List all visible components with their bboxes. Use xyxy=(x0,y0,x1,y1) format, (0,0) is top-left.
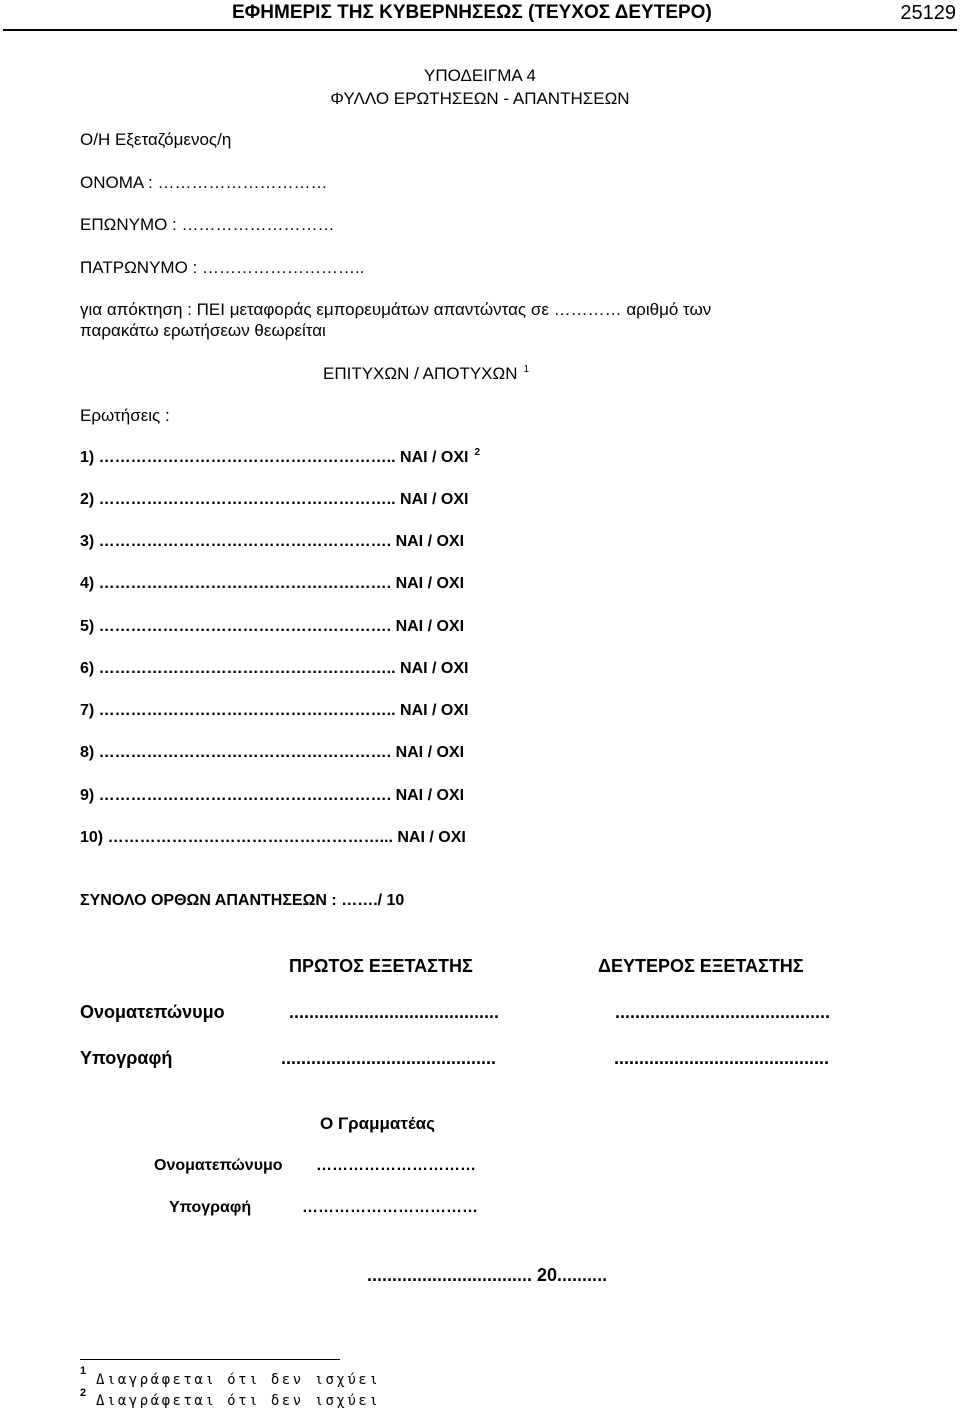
question-row xyxy=(80,449,480,467)
question-text: 1) ……………………………………………….. ΝΑΙ / ΟΧΙ xyxy=(80,449,469,466)
gazette-title: ΕΦΗΜΕΡΙΣ ΤΗΣ ΚΥΒΕΡΝΗΣΕΩΣ (ΤΕΥΧΟΣ ΔΕΥΤΕΡΟ) xyxy=(232,2,712,23)
examinee-father-name-field: ΠΑΤΡΩΝΥΜΟ : ……………………….. xyxy=(80,258,365,277)
first-examiner-name-field: .......................................... xyxy=(289,1002,500,1022)
first-examiner-signature-field: ........................................... xyxy=(281,1048,497,1068)
date-line: ................................. 20.......... xyxy=(367,1265,608,1285)
total-correct-answers: ΣΥΝΟΛΟ ΟΡΘΩΝ ΑΠΑΝΤΗΣΕΩΝ : ……./ 10 xyxy=(80,892,405,909)
second-examiner-heading: ΔΕΥΤΕΡΟΣ ΕΞΕΤΑΣΤΗΣ xyxy=(598,956,804,976)
secretary-name-field: ………………………… xyxy=(316,1157,476,1174)
footnote-number: 1 xyxy=(80,1365,87,1377)
header-divider xyxy=(3,29,957,31)
secretary-title: Ο Γραμματέας xyxy=(320,1114,435,1133)
question-row: 3) ………………………………………………. ΝΑΙ / ΟΧΙ xyxy=(80,533,465,550)
footnote-number: 2 xyxy=(80,1387,87,1399)
form-subheading: ΦΥΛΛΟ ΕΡΩΤΗΣΕΩΝ - ΑΠΑΝΤΗΣΕΩΝ xyxy=(330,89,630,108)
form-heading: ΥΠΟΔΕΙΓΜΑ 4 xyxy=(423,66,536,85)
question-row: 2) ……………………………………………….. ΝΑΙ / ΟΧΙ xyxy=(80,491,469,508)
examinee-name-field: ΟΝΟΜΑ : ………………………… xyxy=(80,173,328,192)
statement-line-2: παρακάτω ερωτήσεων θεωρείται xyxy=(80,321,326,340)
result-options xyxy=(323,364,529,384)
question-row: 8) ………………………………………………. ΝΑΙ / ΟΧΙ xyxy=(80,744,465,761)
footnote-ref-2: 2 xyxy=(474,447,481,458)
secretary-signature-field: …………………………… xyxy=(302,1199,478,1216)
secretary-name-label: Ονοματεπώνυμο xyxy=(154,1157,283,1174)
secretary-signature-label: Υπογραφή xyxy=(169,1199,252,1216)
question-row: 10) ……………………………………………... ΝΑΙ / ΟΧΙ xyxy=(80,829,466,846)
examinee-surname-field: ΕΠΩΝΥΜΟ : ……………………… xyxy=(80,215,335,234)
questions-label: Ερωτήσεις : xyxy=(80,406,170,425)
question-row: 6) ……………………………………………….. ΝΑΙ / ΟΧΙ xyxy=(80,660,469,677)
first-examiner-heading: ΠΡΩΤΟΣ ΕΞΕΤΑΣΤΗΣ xyxy=(289,956,473,976)
question-row: 7) ……………………………………………….. ΝΑΙ / ΟΧΙ xyxy=(80,702,469,719)
second-examiner-signature-field: ........................................... xyxy=(614,1048,830,1068)
second-examiner-name-field: ........................................... xyxy=(615,1002,831,1022)
question-row: 9) ………………………………………………. ΝΑΙ / ΟΧΙ xyxy=(80,787,465,804)
examiner-signature-label: Υπογραφή xyxy=(80,1048,173,1068)
question-row: 5) ………………………………………………. ΝΑΙ / ΟΧΙ xyxy=(80,618,465,635)
footnote-divider xyxy=(80,1359,340,1360)
result-text: ΕΠΙΤΥΧΩΝ / ΑΠΟΤΥΧΩΝ xyxy=(323,364,518,383)
page-number: 25129 xyxy=(900,2,956,24)
question-row: 4) ………………………………………………. ΝΑΙ / ΟΧΙ xyxy=(80,575,465,592)
examinee-label: Ο/Η Εξεταζόμενος/η xyxy=(80,130,232,149)
footnote-text: Διαγράφεται ότι δεν ισχύει xyxy=(96,1393,381,1409)
footnote-text: Διαγράφεται ότι δεν ισχύει xyxy=(96,1372,381,1388)
statement-line-1: για απόκτηση : ΠΕΙ μεταφοράς εμπορευμάτων απαντώντας σε ………… αριθμό των xyxy=(80,300,712,319)
footnote-ref-1: 1 xyxy=(523,364,530,375)
examiner-name-label: Ονοματεπώνυμο xyxy=(80,1002,225,1022)
